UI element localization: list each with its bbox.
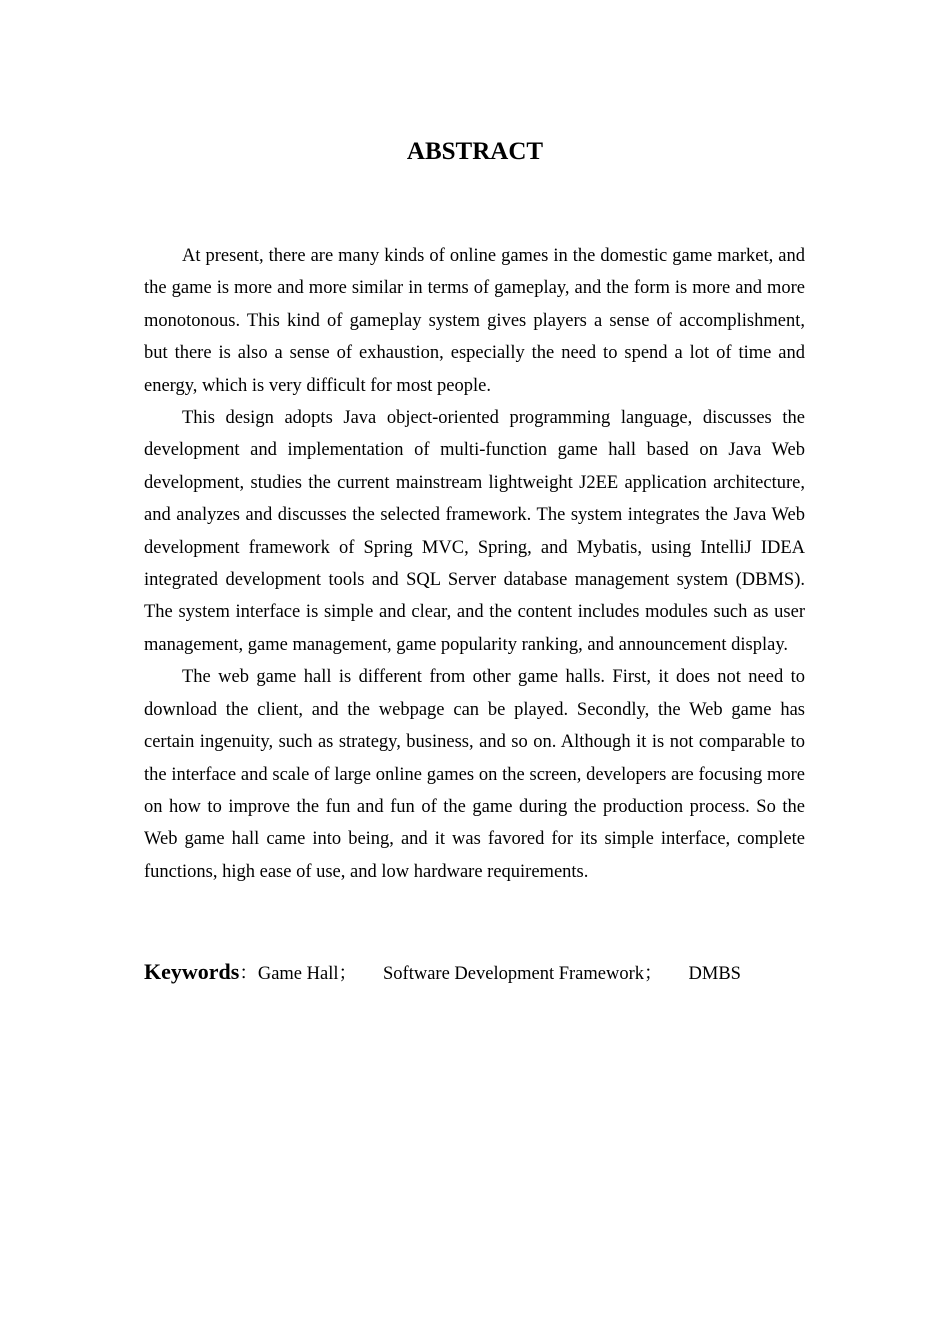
abstract-paragraph-3: The web game hall is different from other game halls. First, it does not need to download the client, and the webpage can be played. Secondly, the Web game has certain ingenuity, such as strategy, business, and so on. Although it is not comparable to the interface and scale of large online games on the screen, developers are focusing more on how to improve the fun and fun of the game during the production process. So the Web game hall came into being, and it was favored for its simple interface, complete functions, high ease of use, and low hardware requirements. bbox=[144, 667, 805, 882]
abstract-body bbox=[144, 240, 805, 888]
abstract-title: ABSTRACT bbox=[406, 138, 544, 165]
abstract-paragraph-2: This design adopts Java object-oriented programming language, discusses the development and implementation of multi-function game hall based on Java Web development, studies the current mainstream lightweight J2EE application architecture, and analyzes and discusses the selected framework. The system integrates the Java Web development framework of Spring MVC, Spring, and Mybatis, using IntelliJ IDEA integrated development tools and SQL Server database management system (DBMS). The system interface is simple and clear, and the content includes modules such as user management, game management, game popularity ranking, and announcement display. bbox=[144, 408, 805, 655]
keywords-label: Keywords bbox=[144, 959, 240, 984]
keywords-line bbox=[144, 956, 805, 990]
keyword-item: Game Hall bbox=[257, 964, 339, 984]
keyword-separator: ； bbox=[338, 964, 358, 984]
abstract-paragraph-1: At present, there are many kinds of online games in the domestic game market, and the game is more and more similar in terms of gameplay, and the form is more and more monotonous. This kind of gameplay system gives players a sense of accomplishment, but there is also a sense of exhaustion, especially the need to spend a lot of time and energy, which is very difficult for most people. bbox=[144, 246, 805, 396]
keywords-colon: ： bbox=[239, 964, 258, 984]
keyword-item: DMBS bbox=[688, 964, 741, 984]
keyword-item: Software Development Framework bbox=[383, 964, 644, 984]
keyword-separator: ； bbox=[644, 964, 663, 984]
